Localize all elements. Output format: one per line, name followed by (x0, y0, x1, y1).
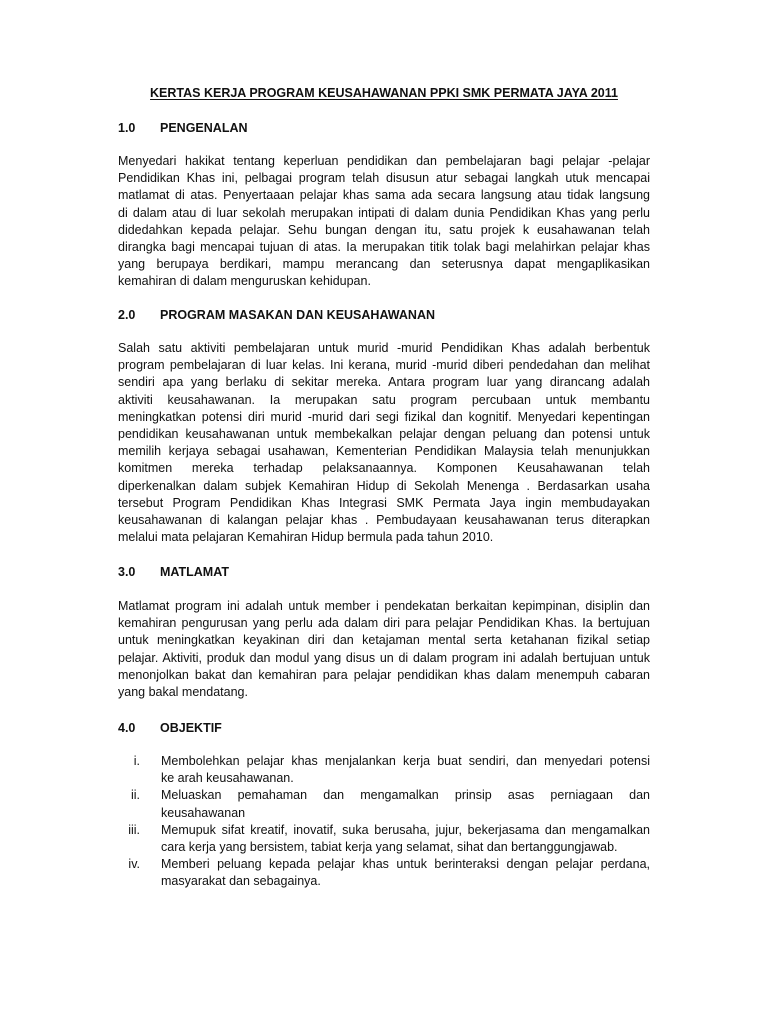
text-line: menonjolkan bakat dan kemahiran para pelajar pendidikan khas dalam menempuh cabaran (118, 667, 650, 682)
text-line: Matlamat program ini adalah untuk member i pendekatan berkaitan kepimpinan, disiplin dan (118, 599, 650, 613)
objective-list (118, 753, 650, 891)
section-heading-objektif (118, 721, 222, 735)
section-heading-pengenalan (118, 121, 248, 135)
section-number: 3.0 (118, 565, 136, 579)
text-line: ke arah keusahawanan. (161, 771, 294, 786)
list-item (118, 856, 650, 890)
paragraph-matlamat (118, 598, 650, 701)
section-number: 2.0 (118, 308, 136, 322)
section-title: PROGRAM MASAKAN DAN KEUSAHAWANAN (160, 308, 435, 322)
text-line: didedahkan kepada pelajar. Sehu bungan dengan itu, satu projek k eusahawanan telah (118, 222, 650, 237)
text-line: Meluaskan pemahaman dan mengamalkan prinsip asas perniagaan dan (161, 788, 650, 803)
text-line: tersebut Program Pendidikan Khas Integrasi SMK Permata Jaya ingin membudayakan (118, 495, 650, 510)
text-line: program pembelajaran di luar kelas. Ini kerana, murid -murid diberi pendedahan dan melihat (118, 358, 650, 373)
text-line: Memberi peluang kepada pelajar khas untuk berinteraksi dengan pelajar perdana, (161, 857, 650, 872)
text-line: diperkenalkan dalam subjek Kemahiran Hidup di Sekolah Menenga . Berdasarkan usaha (118, 478, 650, 493)
text-line: sendiri apa yang berlaku di sekitar mereka. Antara program luar yang dirancang adalah (118, 375, 650, 390)
text-line: Memupuk sifat kreatif, inovatif, suka berusaha, jujur, bekerjasama dan mengamalkan (161, 822, 650, 837)
list-marker: i. (133, 754, 140, 768)
text-line: pendidikan keusahawanan untuk membekalkan pelajar dengan peluang dan potensi untuk (118, 427, 650, 442)
text-line: Salah satu aktiviti pembelajaran untuk murid -murid Pendidikan Khas adalah berbentuk (118, 341, 650, 355)
text-line: kemahiran pengurusan yang perlu ada dalam diri para pelajar Pendidikan Khas. Ia bertujuan (118, 616, 650, 631)
paragraph-pengenalan (118, 153, 650, 291)
list-item (118, 822, 650, 856)
section-number: 4.0 (118, 721, 136, 735)
document-title: KERTAS KERJA PROGRAM KEUSAHAWANAN PPKI SMK PERMATA JAYA 2011 (150, 86, 618, 100)
text-line: komitmen mereka terhadap pelaksanaannya. Komponen Keusahawanan telah (118, 461, 650, 476)
section-heading-matlamat (118, 565, 229, 579)
text-line: memilih kerjaya sebagai usahawan, Kementerian Pendidikan Malaysia telah menunjukkan (118, 444, 650, 459)
list-marker: iii. (128, 822, 140, 837)
list-item (118, 787, 650, 821)
text-line: yang berupaya berdikari, mampu merancang dan seterusnya dapat mengaplikasikan (118, 257, 650, 272)
text-line: aktiviti keusahawanan. Ia merupakan satu program percubaan untuk membantu (118, 392, 650, 407)
list-marker: iv. (128, 857, 140, 872)
section-title: MATLAMAT (160, 565, 229, 579)
text-line: pelajar. Aktiviti, produk dan modul yang disus un di dalam program ini adalah bertujuan untuk (118, 650, 650, 665)
text-line: untuk meningkatkan keyakinan diri dan ketajaman mental serta ketahanan fizikal setiap (118, 633, 650, 648)
paragraph-program-masakan (118, 340, 650, 546)
list-marker: ii. (130, 788, 140, 803)
section-title: PENGENALAN (160, 121, 248, 135)
section-title: OBJEKTIF (160, 721, 222, 735)
section-heading-program-masakan (118, 308, 435, 322)
list-item (118, 753, 650, 787)
text-line: Pendidikan Khas ini, pelbagai program telah disusun atur sebagai langkah utuk mencapai (118, 171, 650, 186)
text-line: kemahiran di dalam menguruskan kehidupan. (118, 274, 371, 289)
text-line: melalui mata pelajaran Kemahiran Hidup bermula pada tahun 2010. (118, 530, 494, 545)
text-line: Menyedari hakikat tentang keperluan pendidikan dan pembelajaran bagi pelajar -pelajar (118, 154, 650, 168)
text-line: matlamat di atas. Penyertaaan pelajar khas sama ada secara langsung atau tidak langsung (118, 188, 650, 203)
text-line: keusahawanan di kalangan pelajar khas . Pembudayaan keusahawanan terus diterapkan (118, 513, 650, 528)
text-line: dirangka bagi mencapai tujuan di atas. Ia merupakan titik tolak bagi melahirkan pelajar khas (118, 240, 650, 255)
text-line: cara kerja yang bersistem, tabiat kerja yang selamat, sihat dan bertanggungjawab. (161, 840, 618, 855)
section-number: 1.0 (118, 121, 136, 135)
text-line: Membolehkan pelajar khas menjalankan kerja buat sendiri, dan menyedari potensi (161, 754, 650, 768)
text-line: yang bakal mendatang. (118, 685, 248, 700)
text-line: masyarakat dan sebagainya. (161, 874, 321, 889)
text-line: keusahawanan (161, 805, 246, 820)
text-line: meningkatkan potensi diri murid -murid dari segi fizikal dan kognitif. Menyedari kepentingan (118, 409, 650, 424)
text-line: di dalam atau di luar sekolah merupakan intipati di dalam dunia Pendidikan Khas yang perlu (118, 205, 650, 220)
